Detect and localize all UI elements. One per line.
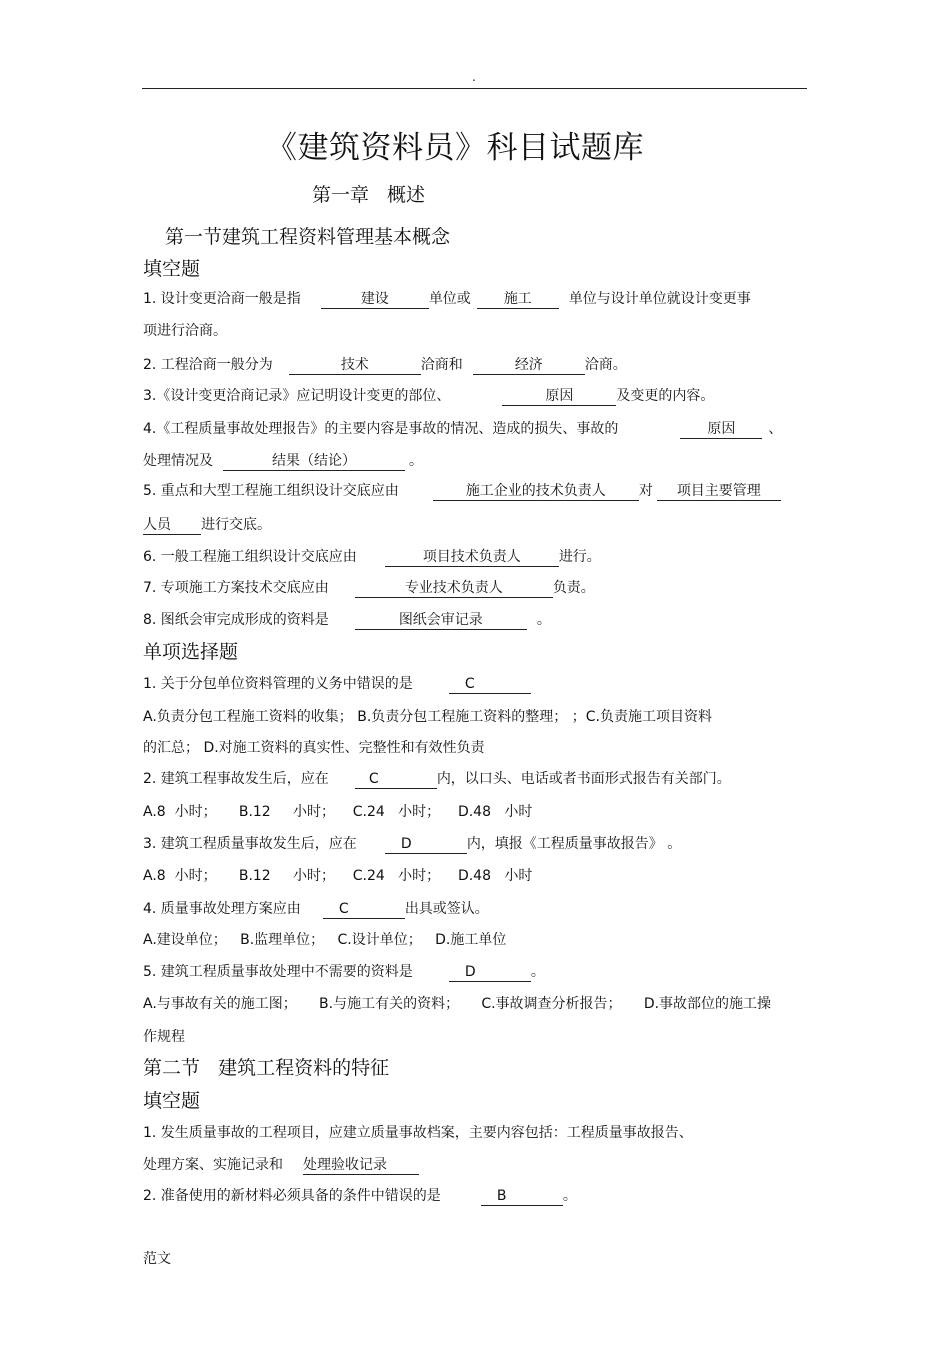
question-line: 2. 工程洽商一般分为 技术 洽商和 经济 洽商。 (143, 357, 627, 373)
question-line: 1. 设计变更洽商一般是指 建设 单位或 施工 单位与设计单位就设计变更事 (143, 291, 751, 307)
answer-blank: 技术 (289, 356, 421, 375)
question-line: 4.《工程质量事故处理报告》的主要内容是事故的情况、造成的损失、事故的 原因 、 (143, 421, 783, 437)
footer-text: 范文 (143, 1251, 171, 1267)
answer-blank: 项目主要管理 (657, 482, 781, 501)
answer-blank: B (481, 1187, 563, 1206)
question-line: 2. 建筑工程事故发生后，应在 C 内，以口头、电话或者书面形式报告有关部门。 (143, 771, 731, 787)
answer-blank: C (323, 900, 405, 919)
question-line-cont: 处理方案、实施记录和 处理验收记录 (143, 1155, 419, 1175)
question-line-cont: 人员 进行交底。 (143, 517, 271, 533)
chapter-number: 第一章 (312, 184, 370, 206)
answer-blank: 施工企业的技术负责人 (433, 482, 639, 501)
answer-blank: C (449, 675, 531, 694)
fill-heading: 填空题 (143, 1090, 201, 1112)
chapter-name: 概述 (387, 184, 426, 206)
answer-blank: 原因 (680, 420, 762, 439)
question-line-cont: 项进行洽商。 (143, 323, 227, 339)
answer-blank: C (355, 770, 437, 789)
answer-blank: 专业技术负责人 (355, 579, 553, 598)
question-line: 1. 关于分包单位资料管理的义务中错误的是 C (143, 674, 531, 694)
question-line: 2. 准备使用的新材料必须具备的条件中错误的是 B 。 (143, 1188, 577, 1204)
answer-blank: 图纸会审记录 (355, 611, 527, 630)
answer-blank: 原因 (502, 387, 616, 406)
choice-heading: 单项选择题 (143, 641, 239, 663)
options-line: 的汇总； D.对施工资料的真实性、完整性和有效性负责 (143, 740, 485, 756)
question-line-cont: 处理情况及 结果（结论） 。 (143, 453, 423, 469)
answer-blank: 经济 (473, 356, 585, 375)
options-line: A.8 小时； B.12 小时； C.24 小时； D.48 小时 (143, 868, 533, 884)
options-line: A.8 小时； B.12 小时； C.24 小时； D.48 小时 (143, 804, 533, 820)
options-line: A.与事故有关的施工图； B.与施工有关的资料； C.事故调查分析报告； D.事故部位的施工操 (143, 996, 772, 1012)
answer-blank: D (385, 835, 467, 854)
answer-blank: D (449, 963, 531, 982)
fill-heading: 填空题 (143, 258, 201, 280)
section-heading: 第一节建筑工程资料管理基本概念 (165, 226, 451, 248)
question-line: 3.《设计变更洽商记录》应记明设计变更的部位、 原因 及变更的内容。 (143, 388, 715, 404)
answer-blank: 项目技术负责人 (385, 548, 559, 567)
page-title: 《建筑资料员》科目试题库 (266, 130, 644, 166)
question-line: 6. 一般工程施工组织设计交底应由 项目技术负责人 进行。 (143, 549, 601, 565)
answer-blank: 人员 (143, 516, 201, 535)
question-line: 5. 重点和大型工程施工组织设计交底应由 施工企业的技术负责人 对 项目主要管理 (143, 481, 781, 501)
question-line: 4. 质量事故处理方案应由 C 出具或签认。 (143, 901, 489, 917)
question-line: 1. 发生质量事故的工程项目，应建立质量事故档案，主要内容包括：工程质量事故报告、 (143, 1125, 693, 1141)
answer-blank: 建设 (321, 290, 429, 309)
question-line: 5. 建筑工程质量事故处理中不需要的资料是 D 。 (143, 964, 545, 980)
options-line: 作规程 (143, 1029, 185, 1045)
answer-blank: 处理验收记录 (303, 1156, 419, 1175)
section-heading: 第二节 建筑工程资料的特征 (143, 1057, 390, 1079)
question-line: 7. 专项施工方案技术交底应由 专业技术负责人 负责。 (143, 580, 595, 596)
question-line: 8. 图纸会审完成形成的资料是 图纸会审记录 。 (143, 612, 551, 628)
chapter-heading (312, 180, 425, 207)
answer-blank: 结果（结论） (223, 452, 405, 471)
options-line: A.负责分包工程施工资料的收集； B.负责分包工程施工资料的整理； ；C.负责施工项目资料 (143, 709, 712, 725)
answer-blank: 施工 (477, 290, 559, 309)
options-line: A.建设单位； B.监理单位； C.设计单位； D.施工单位 (143, 932, 507, 948)
header-rule (142, 88, 807, 89)
header-dot: . (472, 70, 476, 84)
question-line: 3. 建筑工程质量事故发生后，应在 D 内，填报《工程质量事故报告》 。 (143, 836, 682, 852)
